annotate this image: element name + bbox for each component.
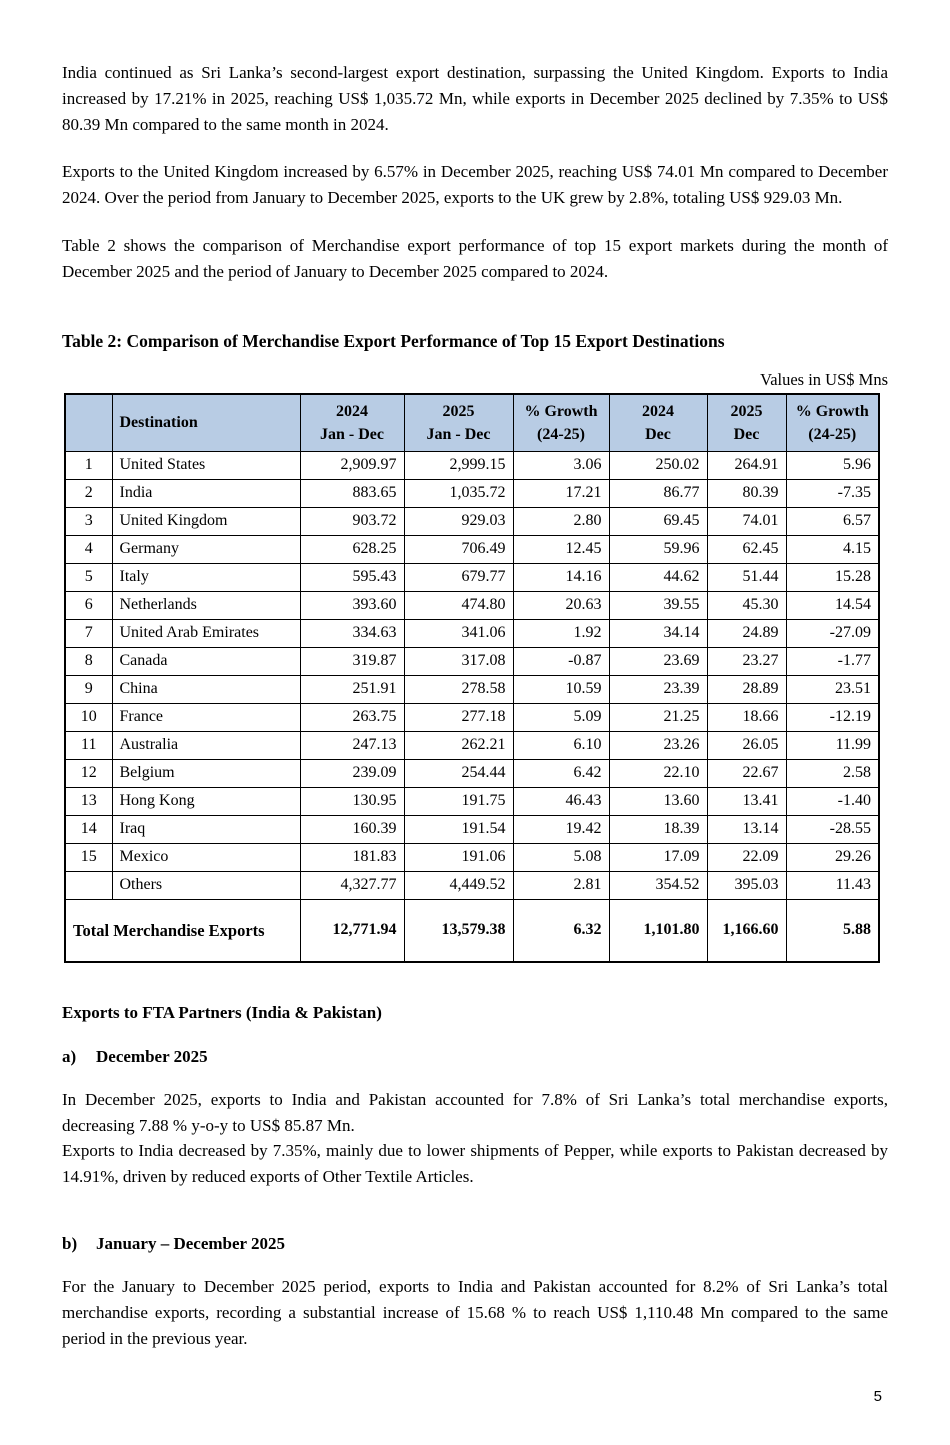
value-cell: 395.03 — [707, 872, 786, 900]
value-cell: 23.39 — [609, 676, 707, 704]
value-cell: 191.75 — [404, 788, 513, 816]
value-cell: 15.28 — [786, 564, 879, 592]
table-header-row — [65, 394, 879, 452]
destination-cell: France — [112, 704, 300, 732]
value-cell: 13.60 — [609, 788, 707, 816]
value-cell: -28.55 — [786, 816, 879, 844]
destination-cell: United Arab Emirates — [112, 620, 300, 648]
header-column: 2025 Dec — [707, 394, 786, 452]
subheading-b-title: January – December 2025 — [96, 1233, 286, 1253]
value-cell: 1.92 — [513, 620, 609, 648]
value-cell: 264.91 — [707, 452, 786, 480]
table-row — [65, 620, 879, 648]
table-row — [65, 704, 879, 732]
value-cell: 247.13 — [300, 732, 404, 760]
paragraph-india-exports: India continued as Sri Lanka’s second-largest export destination, surpassing the United Kingdom. Exports to India increased by 17.21% in 2025, reaching US$ 1,035.72 Mn, while exports in December 2025 declined by 7.35% to US$ 80.39 Mn compared to the same month in 2024. — [62, 63, 888, 134]
value-cell: 44.62 — [609, 564, 707, 592]
value-cell: 19.42 — [513, 816, 609, 844]
header-number-cell — [65, 394, 112, 452]
value-cell: 250.02 — [609, 452, 707, 480]
subheading-b — [62, 1234, 888, 1254]
value-cell: 24.89 — [707, 620, 786, 648]
row-number-cell: 1 — [65, 452, 112, 480]
value-cell: 22.10 — [609, 760, 707, 788]
table-row — [65, 816, 879, 844]
row-number-cell — [65, 872, 112, 900]
value-cell: 5.09 — [513, 704, 609, 732]
row-number-cell: 3 — [65, 508, 112, 536]
value-cell: 29.26 — [786, 844, 879, 872]
page-number: 5 — [873, 1388, 882, 1405]
value-cell: 2,999.15 — [404, 452, 513, 480]
row-number-cell: 4 — [65, 536, 112, 564]
table-row — [65, 564, 879, 592]
row-number-cell: 14 — [65, 816, 112, 844]
table-row — [65, 676, 879, 704]
row-number-cell: 10 — [65, 704, 112, 732]
row-number-cell: 9 — [65, 676, 112, 704]
value-cell: 23.51 — [786, 676, 879, 704]
header-column: % Growth (24-25) — [786, 394, 879, 452]
value-cell: -0.87 — [513, 648, 609, 676]
value-cell: 45.30 — [707, 592, 786, 620]
table-row — [65, 480, 879, 508]
row-number-cell: 11 — [65, 732, 112, 760]
value-cell: 69.45 — [609, 508, 707, 536]
value-cell: 3.06 — [513, 452, 609, 480]
header-destination: Destination — [112, 394, 300, 452]
value-cell: 903.72 — [300, 508, 404, 536]
header-column: % Growth (24-25) — [513, 394, 609, 452]
total-value-cell: 12,771.94 — [300, 900, 404, 962]
value-cell: 263.75 — [300, 704, 404, 732]
value-cell: 706.49 — [404, 536, 513, 564]
destination-cell: Hong Kong — [112, 788, 300, 816]
destination-cell: Mexico — [112, 844, 300, 872]
value-cell: 21.25 — [609, 704, 707, 732]
destination-cell: United Kingdom — [112, 508, 300, 536]
value-cell: 319.87 — [300, 648, 404, 676]
value-cell: 181.83 — [300, 844, 404, 872]
value-cell: 4,449.52 — [404, 872, 513, 900]
table-row — [65, 732, 879, 760]
value-cell: 191.54 — [404, 816, 513, 844]
value-cell: 2.58 — [786, 760, 879, 788]
destination-cell: Others — [112, 872, 300, 900]
value-cell: 12.45 — [513, 536, 609, 564]
value-cell: 2.81 — [513, 872, 609, 900]
value-cell: 28.89 — [707, 676, 786, 704]
table-row — [65, 452, 879, 480]
destination-cell: China — [112, 676, 300, 704]
value-cell: 883.65 — [300, 480, 404, 508]
value-cell: 14.54 — [786, 592, 879, 620]
value-cell: 18.66 — [707, 704, 786, 732]
value-cell: -12.19 — [786, 704, 879, 732]
header-column: 2024 Jan - Dec — [300, 394, 404, 452]
value-cell: 51.44 — [707, 564, 786, 592]
destination-cell: Canada — [112, 648, 300, 676]
value-cell: 13.41 — [707, 788, 786, 816]
value-cell: 74.01 — [707, 508, 786, 536]
value-cell: 80.39 — [707, 480, 786, 508]
value-cell: 22.67 — [707, 760, 786, 788]
value-cell: -1.40 — [786, 788, 879, 816]
row-number-cell: 13 — [65, 788, 112, 816]
value-cell: 4,327.77 — [300, 872, 404, 900]
value-cell: 5.96 — [786, 452, 879, 480]
destination-cell: Netherlands — [112, 592, 300, 620]
destination-cell: Australia — [112, 732, 300, 760]
value-cell: 251.91 — [300, 676, 404, 704]
value-cell: 6.42 — [513, 760, 609, 788]
export-destinations-table — [64, 393, 880, 963]
value-cell: -1.77 — [786, 648, 879, 676]
value-cell: 11.43 — [786, 872, 879, 900]
value-cell: 23.27 — [707, 648, 786, 676]
value-cell: 39.55 — [609, 592, 707, 620]
value-cell: 679.77 — [404, 564, 513, 592]
value-cell: 334.63 — [300, 620, 404, 648]
value-cell: 86.77 — [609, 480, 707, 508]
total-label-cell: Total Merchandise Exports — [65, 900, 300, 962]
subheading-b-label: b) — [62, 1233, 78, 1253]
value-cell: 254.44 — [404, 760, 513, 788]
table-row — [65, 592, 879, 620]
total-value-cell: 1,101.80 — [609, 900, 707, 962]
value-cell: 278.58 — [404, 676, 513, 704]
total-value-cell: 5.88 — [786, 900, 879, 962]
paragraph-fta-annual: For the January to December 2025 period, exports to India and Pakistan accounted for 8.2% of Sri Lanka’s total merchandise exports, recording a substantial increase of 15.68 % to reach US$ 1,110.48 Mn compared to the same period in the previous year. — [62, 1276, 888, 1348]
fta-section-heading: Exports to FTA Partners (India & Pakistan) — [62, 1002, 382, 1022]
row-number-cell: 7 — [65, 620, 112, 648]
value-cell: 130.95 — [300, 788, 404, 816]
value-cell: 277.18 — [404, 704, 513, 732]
paragraph-fta-december: In December 2025, exports to India and Pakistan accounted for 7.8% of Sri Lanka’s total merchandise exports, decreasing 7.88 % y-o-y to US$ 85.87 Mn. — [62, 1089, 888, 1135]
row-number-cell: 5 — [65, 564, 112, 592]
value-cell: 160.39 — [300, 816, 404, 844]
paragraph-uk-exports: Exports to the United Kingdom increased by 6.57% in December 2025, reaching US$ 74.01 Mn compared to December 2024. Over the period from January to December 2025, exports to the UK grew by 2.8%, totaling US$ 929.03 Mn. — [62, 162, 888, 208]
values-unit-note: Values in US$ Mns — [760, 369, 888, 389]
value-cell: 341.06 — [404, 620, 513, 648]
row-number-cell: 8 — [65, 648, 112, 676]
value-cell: 34.14 — [609, 620, 707, 648]
value-cell: 22.09 — [707, 844, 786, 872]
value-cell: 11.99 — [786, 732, 879, 760]
value-cell: 62.45 — [707, 536, 786, 564]
value-cell: 317.08 — [404, 648, 513, 676]
value-cell: 929.03 — [404, 508, 513, 536]
value-cell: -7.35 — [786, 480, 879, 508]
value-cell: 239.09 — [300, 760, 404, 788]
value-cell: 26.05 — [707, 732, 786, 760]
subheading-a-title: December 2025 — [96, 1046, 208, 1066]
header-column: 2025 Jan - Dec — [404, 394, 513, 452]
subheading-a-label: a) — [62, 1046, 77, 1066]
value-cell: 20.63 — [513, 592, 609, 620]
table-row — [65, 536, 879, 564]
value-cell: 2,909.97 — [300, 452, 404, 480]
value-cell: 474.80 — [404, 592, 513, 620]
subheading-a — [62, 1047, 888, 1067]
total-value-cell: 1,166.60 — [707, 900, 786, 962]
value-cell: 59.96 — [609, 536, 707, 564]
value-cell: 4.15 — [786, 536, 879, 564]
header-column: 2024 Dec — [609, 394, 707, 452]
total-value-cell: 6.32 — [513, 900, 609, 962]
value-cell: 2.80 — [513, 508, 609, 536]
row-number-cell: 2 — [65, 480, 112, 508]
table-row — [65, 760, 879, 788]
value-cell: 6.10 — [513, 732, 609, 760]
paragraph-fta-india-pakistan: Exports to India decreased by 7.35%, mainly due to lower shipments of Pepper, while exports to Pakistan decreased by 14.91%, driven by reduced exports of Other Textile Articles. — [62, 1141, 888, 1187]
table-row — [65, 788, 879, 816]
table-row — [65, 508, 879, 536]
table-row — [65, 648, 879, 676]
destination-cell: Germany — [112, 536, 300, 564]
paragraph-table2-intro: Table 2 shows the comparison of Merchandise export performance of top 15 export markets during the month of December 2025 and the period of January to December 2025 compared to 2024. — [62, 236, 888, 281]
destination-cell: India — [112, 480, 300, 508]
value-cell: 5.08 — [513, 844, 609, 872]
value-cell: 6.57 — [786, 508, 879, 536]
value-cell: 262.21 — [404, 732, 513, 760]
value-cell: 628.25 — [300, 536, 404, 564]
row-number-cell: 6 — [65, 592, 112, 620]
value-cell: 10.59 — [513, 676, 609, 704]
value-cell: 17.09 — [609, 844, 707, 872]
value-cell: 191.06 — [404, 844, 513, 872]
value-cell: -27.09 — [786, 620, 879, 648]
value-cell: 1,035.72 — [404, 480, 513, 508]
table-row — [65, 844, 879, 872]
value-cell: 354.52 — [609, 872, 707, 900]
destination-cell: Belgium — [112, 760, 300, 788]
value-cell: 23.26 — [609, 732, 707, 760]
table-total-row — [65, 900, 879, 962]
value-cell: 23.69 — [609, 648, 707, 676]
table-body — [65, 452, 879, 900]
value-cell: 13.14 — [707, 816, 786, 844]
value-cell: 17.21 — [513, 480, 609, 508]
row-number-cell: 12 — [65, 760, 112, 788]
total-value-cell: 13,579.38 — [404, 900, 513, 962]
value-cell: 18.39 — [609, 816, 707, 844]
table-title: Table 2: Comparison of Merchandise Export Performance of Top 15 Export Destinations — [62, 330, 725, 351]
destination-cell: Iraq — [112, 816, 300, 844]
table-row — [65, 872, 879, 900]
value-cell: 14.16 — [513, 564, 609, 592]
value-cell: 393.60 — [300, 592, 404, 620]
row-number-cell: 15 — [65, 844, 112, 872]
value-cell: 595.43 — [300, 564, 404, 592]
destination-cell: United States — [112, 452, 300, 480]
destination-cell: Italy — [112, 564, 300, 592]
value-cell: 46.43 — [513, 788, 609, 816]
